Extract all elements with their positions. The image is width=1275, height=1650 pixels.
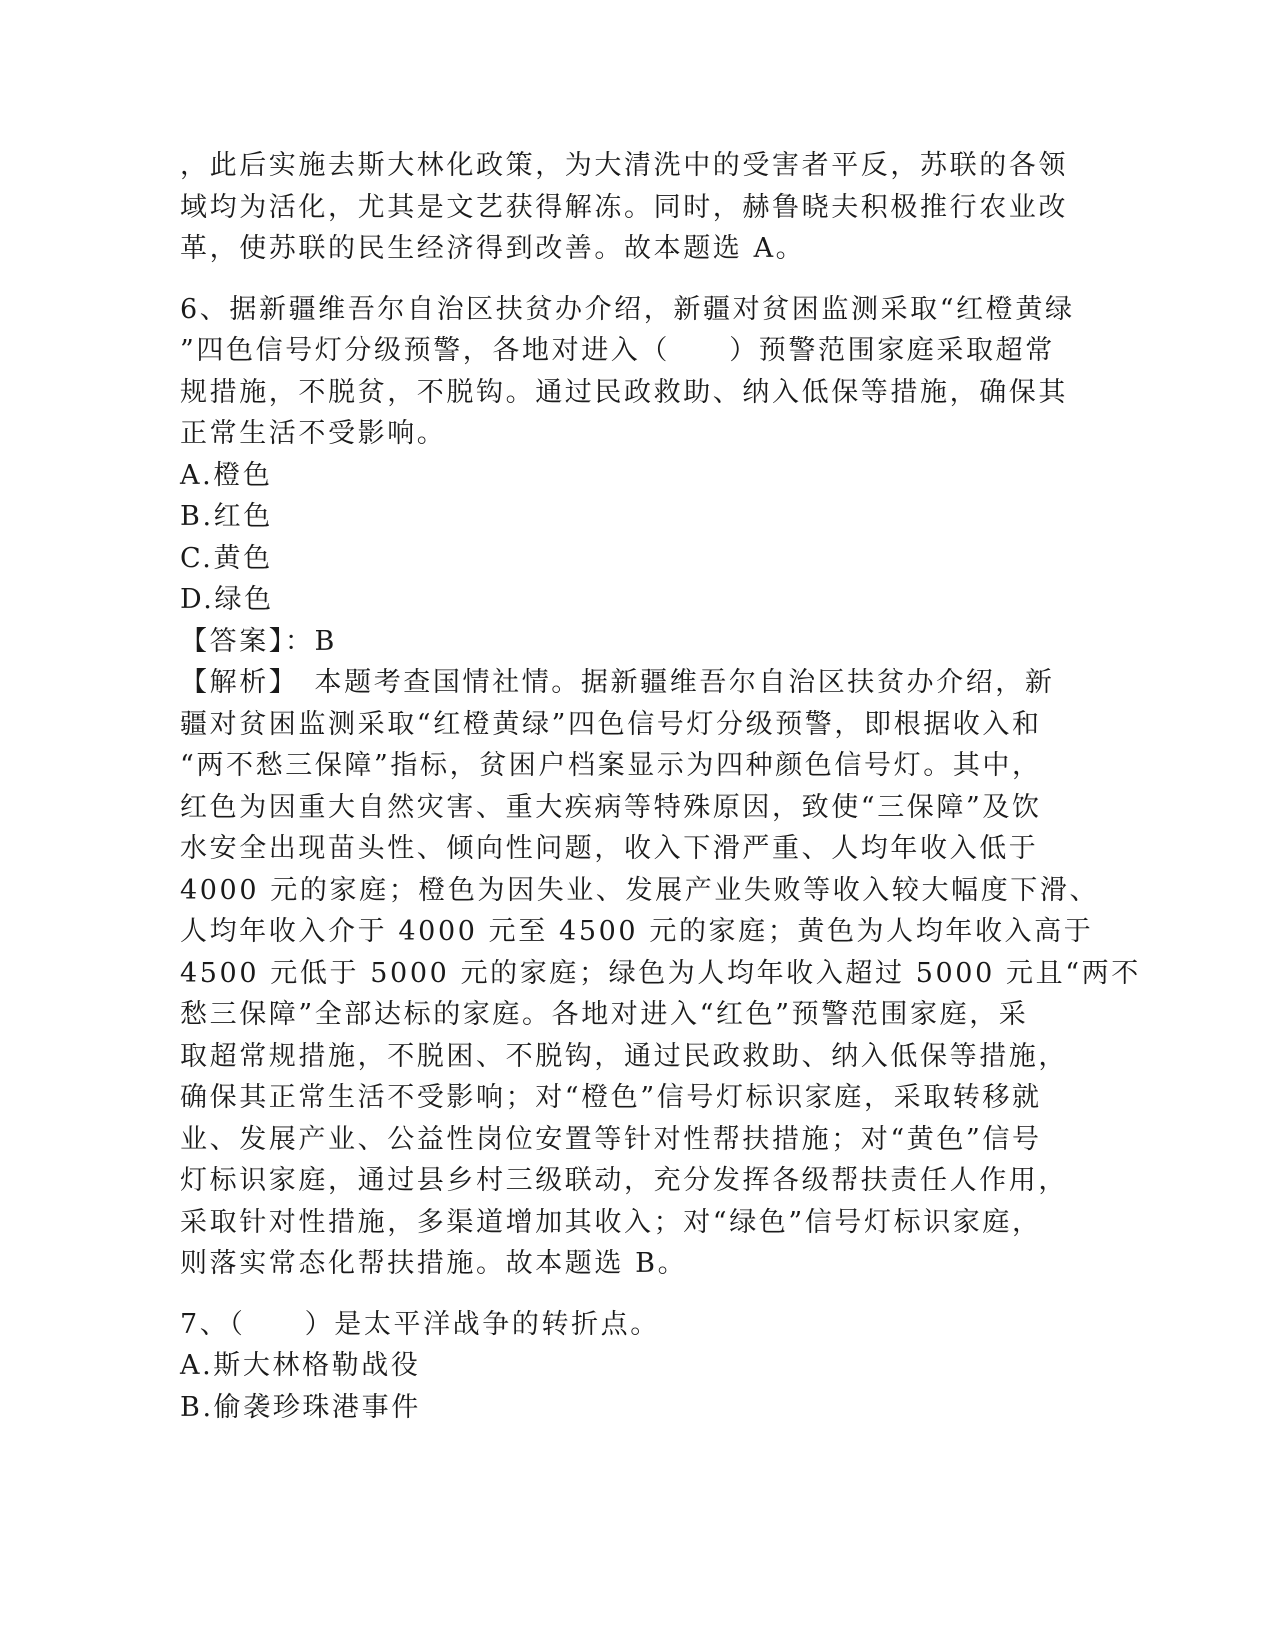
text-line: 灯标识家庭，通过县乡村三级联动，充分发挥各级帮扶责任人作用，	[180, 1165, 1068, 1196]
text-line: 4500 元低于 5000 元的家庭；绿色为人均年收入超过 5000 元且“两不	[180, 957, 1141, 989]
text-line: 确保其正常生活不受影响；对“橙色”信号灯标识家庭，采取转移就	[180, 1082, 1042, 1113]
text-line: 正常生活不受影响。	[180, 418, 447, 449]
question-stem	[180, 289, 1080, 455]
analysis	[180, 662, 1141, 1285]
text-line: 取超常规措施，不脱困、不脱钩，通过民政救助、纳入低保等措施，	[180, 1040, 1068, 1072]
text-line: 则落实常态化帮扶措施。故本题选 B。	[180, 1248, 688, 1279]
text-line: 业、发展产业、公益性岗位安置等针对性帮扶措施；对“黄色”信号	[180, 1123, 1042, 1155]
text-line: 革，使苏联的民生经济得到改善。故本题选 A。	[180, 233, 806, 264]
option-b: B.红色	[180, 501, 273, 532]
option-a: A.橙色	[180, 459, 273, 491]
question-stem	[180, 1304, 1080, 1346]
question-6	[180, 289, 1141, 1285]
option-b: B.偷袭珍珠港事件	[180, 1391, 421, 1423]
answer: 【答案】：B	[180, 625, 337, 657]
option-c: C.黄色	[180, 542, 273, 574]
text-line: 红色为因重大自然灾害、重大疾病等特殊原因，致使“三保障”及饮	[180, 791, 1042, 823]
options-list	[180, 455, 1080, 621]
text-line: 域均为活化，尤其是文艺获得解冻。同时，赫鲁晓夫积极推行农业改	[180, 191, 1068, 223]
options-list	[180, 1345, 1080, 1428]
question-7	[180, 1304, 1080, 1429]
text-line: “两不愁三保障”指标，贫困户档案显示为四种颜色信号灯。其中，	[180, 750, 1042, 781]
previous-explanation	[180, 145, 1080, 270]
text-line: ”四色信号灯分级预警，各地对进入（ ）预警范围家庭采取超常	[180, 335, 1055, 366]
text-line: 采取针对性措施，多渠道增加其收入；对“绿色”信号灯标识家庭，	[180, 1206, 1042, 1238]
text-line: 愁三保障”全部达标的家庭。各地对进入“红色”预警范围家庭，采	[180, 999, 1029, 1030]
text-line: 6、据新疆维吾尔自治区扶贫办介绍，新疆对贫困监测采取“红橙黄绿	[180, 293, 1075, 325]
text-line: 水安全出现苗头性、倾向性问题，收入下滑严重、人均年收入低于	[180, 833, 1039, 864]
text-line: 4000 元的家庭；橙色为因失业、发展产业失败等收入较大幅度下滑、	[180, 874, 1100, 906]
option-a: A.斯大林格勒战役	[180, 1350, 421, 1381]
text-line: 规措施，不脱贫，不脱钩。通过民政救助、纳入低保等措施，确保其	[180, 376, 1068, 408]
text-line: ，此后实施去斯大林化政策，为大清洗中的受害者平反，苏联的各领	[180, 150, 1068, 181]
text-line: 疆对贫困监测采取“红橙黄绿”四色信号灯分级预警，即根据收入和	[180, 708, 1042, 740]
text-line: 人均年收入介于 4000 元至 4500 元的家庭；黄色为人均年收入高于	[180, 916, 1094, 947]
text-line: 7、（ ）是太平洋战争的转折点。	[180, 1308, 660, 1340]
text-line: 【解析】 本题考查国情社情。据新疆维吾尔自治区扶贫办介绍，新	[180, 667, 1055, 698]
document-page	[180, 145, 1141, 1428]
option-d: D.绿色	[180, 584, 274, 615]
